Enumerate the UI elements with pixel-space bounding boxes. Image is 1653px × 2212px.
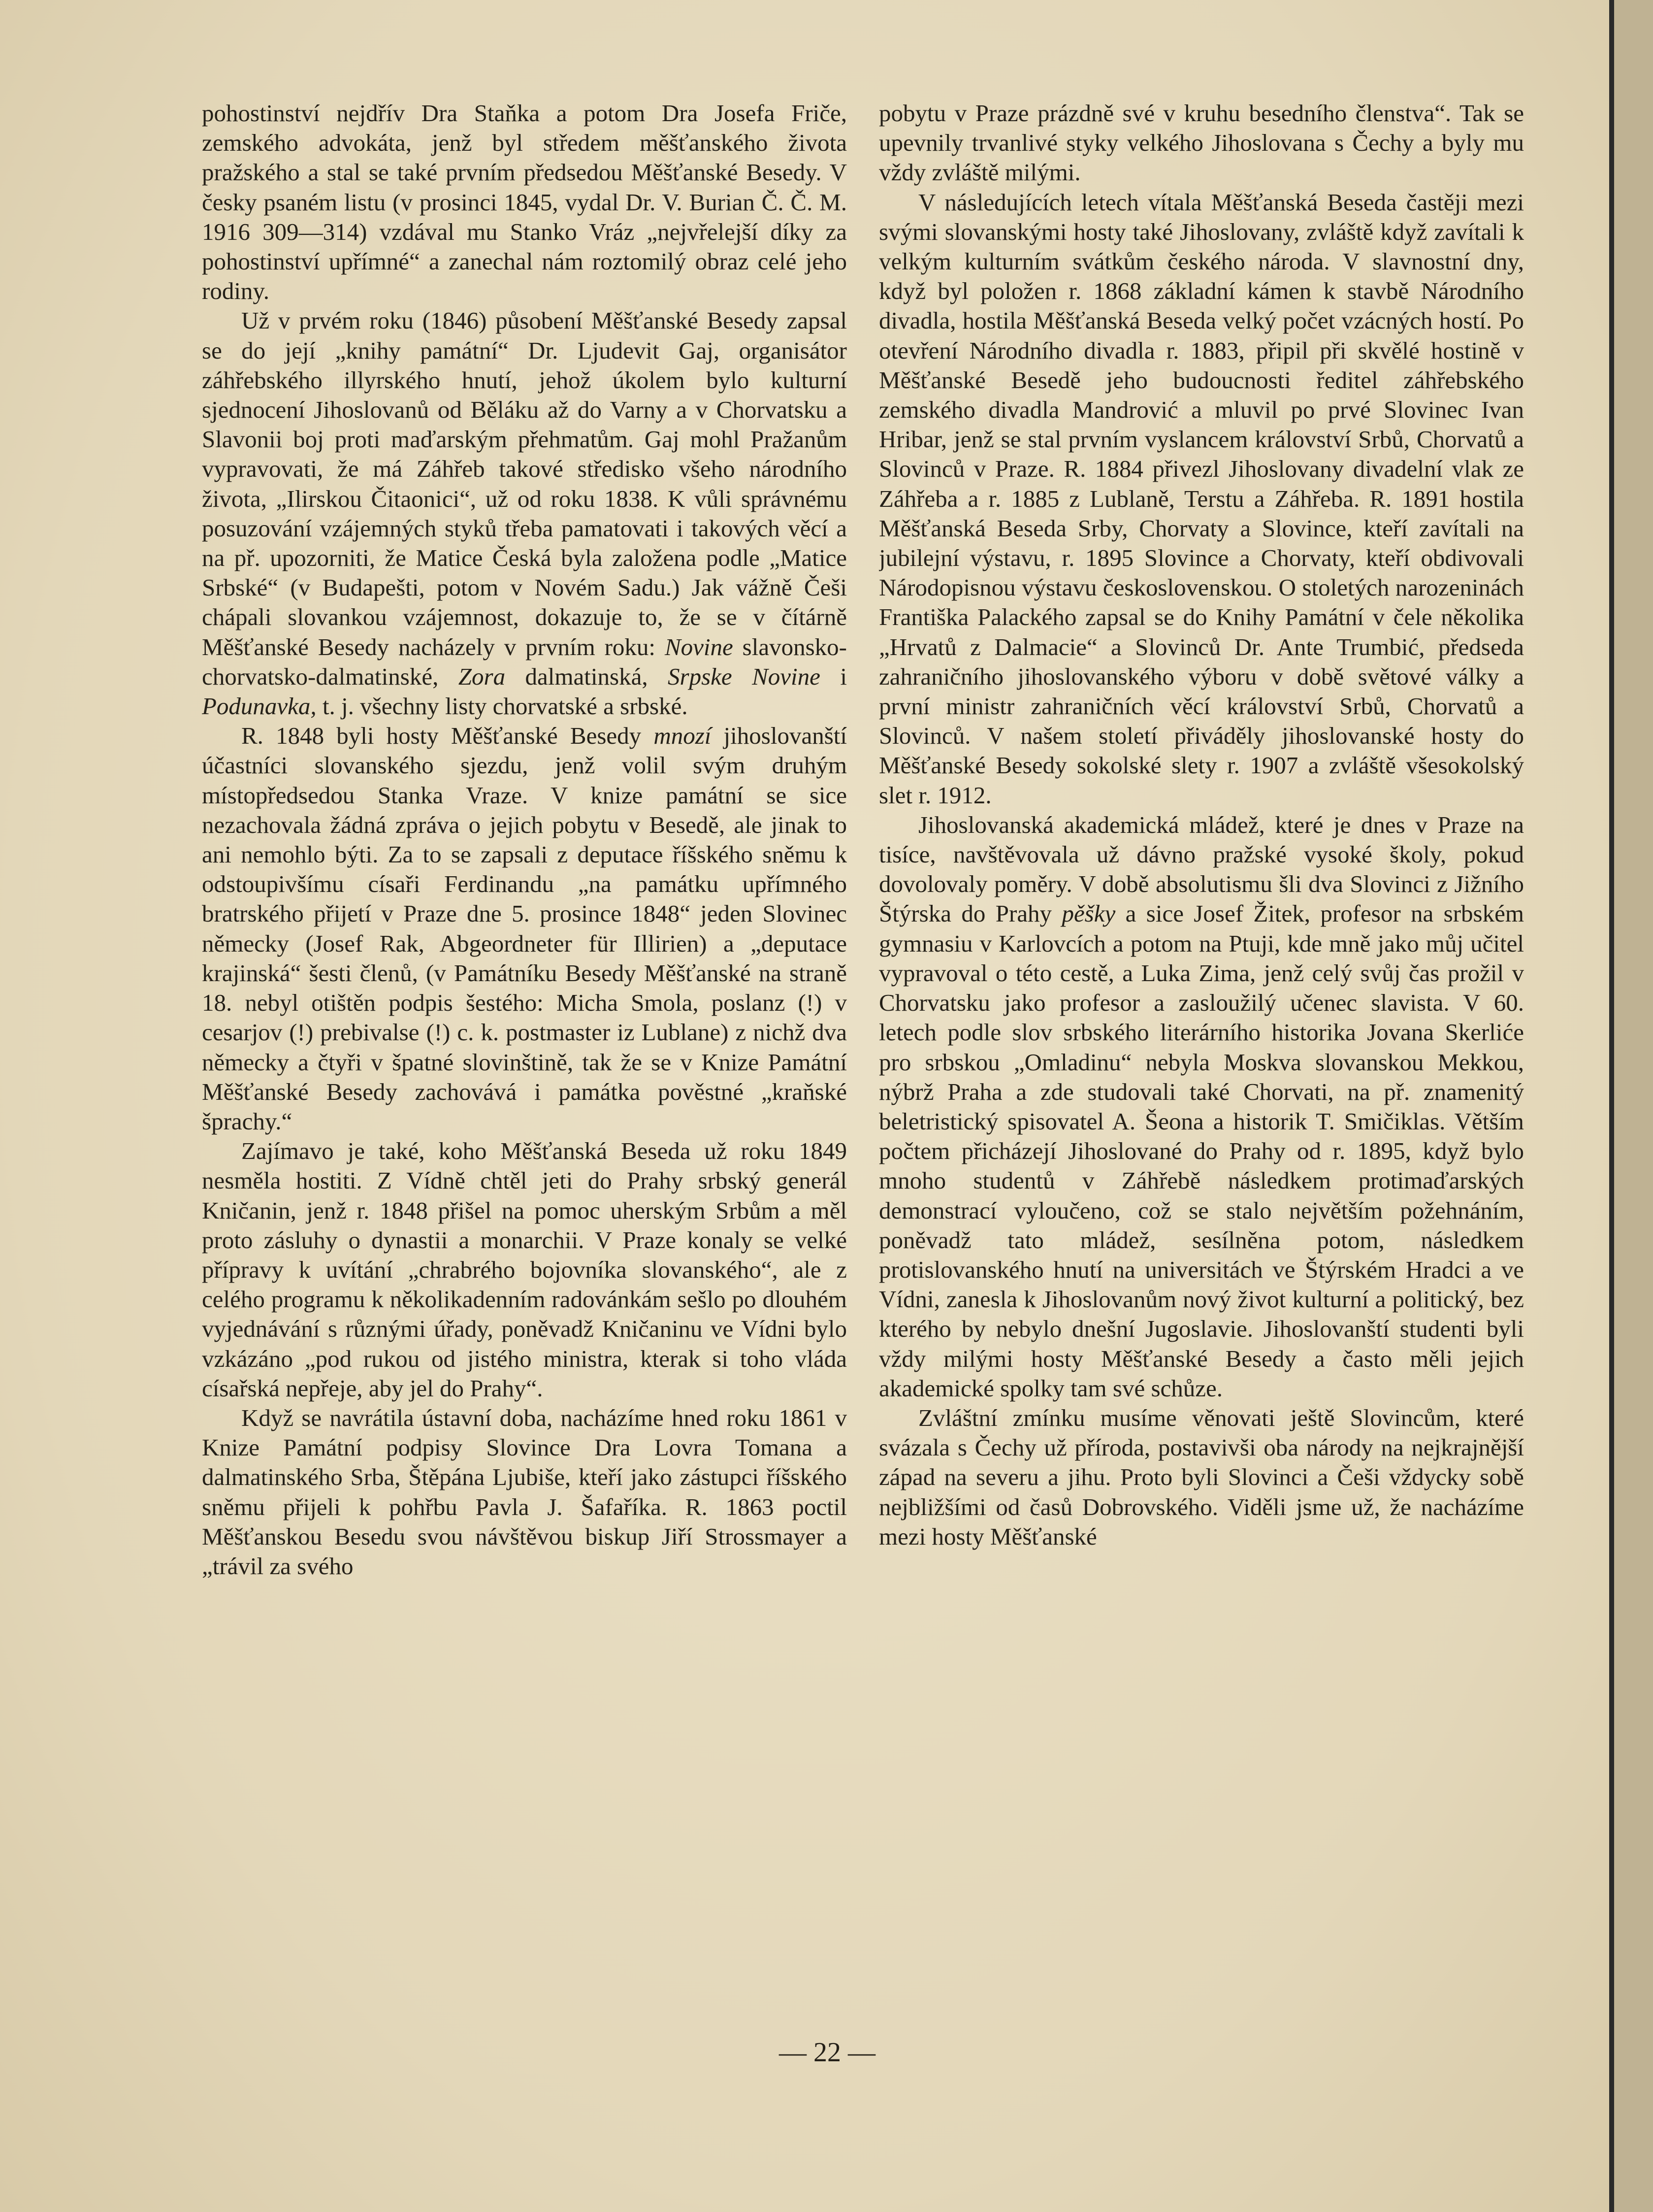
paragraph [879, 1403, 1524, 1552]
paragraph [202, 306, 847, 721]
text-run: Zajímavo je také, koho Měšťanská Beseda už roku 1849 nesměla hostiti. Z Vídně chtěl jeti do Prahy srbský generál Kničanin, jenž r. 1848 přišel na pomoc uherským Srbům a měl proto zásluhy o dynastii a monarchii. V Praze konaly se velké přípravy k uvítání „chrabrého bojovníka slovanského“, ale z celého programu k několikadenním radovánkám sešlo po dlouhém vyjednávání s různými úřady, poněvadž Kničaninu ve Vídni bylo vzkázáno „pod rukou od jistého ministra, kterak si toho vláda císařská nepřeje, aby jel do Prahy“. [202, 1137, 847, 1402]
italic-text: Srpske Novine [668, 662, 820, 690]
text-run: pohostinství nejdřív Dra Staňka a potom Dra Josefa Friče, zemského advokáta, jenž byl středem měšťanského života pražského a stal se také prvním předsedou Měšťanské Besedy. V česky psaném listu (v prosinci 1845, vydal Dr. V. Burian Č. Č. M. 1916 309—314) vzdával mu Stanko Vráz „nejvřelejší díky za pohostinství upřímné“ a zanechal nám roztomilý obraz celé jeho rodiny. [202, 99, 847, 305]
text-run: i [820, 662, 847, 690]
paragraph [202, 1136, 847, 1403]
paragraph [879, 810, 1524, 1403]
paragraph [879, 188, 1524, 810]
paragraph [202, 1403, 847, 1581]
left-text-column [202, 99, 847, 2064]
text-run: Když se navrátila ústavní doba, nacházíme hned roku 1861 v Knize Památní podpisy Slovince Dra Lovra Tomana a dalmatinského Srba, Štěpána Ljubiše, kteří jako zástupci říšského sněmu přijeli k pohřbu Pavla J. Šafaříka. R. 1863 poctil Měšťanskou Besedu svou návštěvou biskup Jiří Strossmayer a „trávil za svého [202, 1404, 847, 1580]
text-run: V následujících letech vítala Měšťanská Beseda častěji mezi svými slovanskými hosty také Jihoslovany, zvláště když zavítali k velkým kulturním svátkům českého národa. V slavnostní dny, když byl položen r. 1868 základní kámen k stavbě Národního divadla, hostila Měšťanská Beseda velký počet vzácných hostí. Po otevření Národního divadla r. 1883, připil při skvělé hostině v Měšťanské Besedě jeho budoucnosti ředitel záhřebského zemského divadla Mandrović a mluvil po prvé Slovinec Ivan Hribar, jenž se stal prvním vyslancem království Srbů, Chorvatů a Slovinců v Praze. R. 1884 přivezl Jihoslovany divadelní vlak ze Záhřeba a r. 1885 z Lublaně, Terstu a Záhřeba. R. 1891 hostila Měšťanská Beseda Srby, Chorvaty a Slovince, kteří zavítali na jubilejní výstavu, r. 1895 Slovince a Chorvaty, kteří obdivovali Národopisnou výstavu československou. O stoletých narozeninách Františka Palackého zapsal se do Knihy Památní v čele několika „Hrvatů z Dalmacie“ a Slovinců Dr. Ante Trumbić, předseda zahraničního jihoslovanského výboru v době světové války a první ministr zahraničních věcí království Srbů, Chorvatů a Slovinců. V našem století přiváděly jihoslovanské hosty do Měšťanské Besedy sokolské slety r. 1907 a zvláště všesokolský slet r. 1912. [879, 188, 1524, 809]
text-run: jihoslovanští účastníci slovanského sjezdu, jenž volil svým druhým místopředsedou Stanka Vraze. V knize památní se sice nezachovala žádná zpráva o jejich pobytu v Besedě, ale jinak to ani nemohlo býti. Za to se zapsali z deputace říšského sněmu k odstoupivšímu císaři Ferdinandu „na památku upřímného bratrského přijetí v Praze dne 5. prosince 1848“ jeden Slovinec německy (Josef Rak, Abgeordneter für Illirien) a „deputace krajinská“ šesti členů, (v Památníku Besedy Měšťanské na straně 18. nebyl otištěn podpis šestého: Micha Smola, poslanz (!) v cesarjov (!) prebivalse (!) c. k. postmaster iz Lublane) z nichž dva německy a čtyři v špatné slovinštině, tak že se v Knize Památní Měšťanské Besedy zachovává i památka pověstné „kraňské šprachy.“ [202, 722, 847, 1135]
paragraph [202, 99, 847, 306]
italic-text: pěšky [1062, 900, 1116, 927]
text-run: slavonsko-chorvatsko-dalmatinské, [202, 633, 847, 690]
page-number: — 22 — [779, 2037, 875, 2068]
italic-text: Novine [664, 633, 733, 660]
italic-text: Zora [458, 662, 506, 690]
adjacent-page-edge [1614, 0, 1653, 2212]
text-run: R. 1848 byli hosty Měšťanské Besedy [241, 722, 654, 750]
text-run: dalmatinská, [505, 662, 668, 690]
paragraph [879, 99, 1524, 188]
italic-text: Podunavka, [202, 693, 317, 720]
text-run: Zvláštní zmínku musíme věnovati ještě Slovincům, které svázala s Čechy už příroda, postavivši oba národy na nejkrajnější západ na severu a jihu. Proto byli Slovinci a Češi vždycky sobě nejbližšími od časů Dobrovského. Viděli jsme už, že nacházíme mezi hosty Měšťanské [879, 1404, 1524, 1550]
paragraph [202, 721, 847, 1136]
italic-text: mnozí [653, 722, 712, 750]
text-run: Už v prvém roku (1846) působení Měšťanské Besedy zapsal se do její „knihy památní“ Dr. Ljudevit Gaj, organisátor záhřebského illyrského hnutí, jehož úkolem bylo kulturní sjednocení Jihoslovanů od Běláku až do Varny a v Chorvatsku a Slavonii boj proti maďarským přehmatům. Gaj mohl Pražanům vypravovati, že má Záhřeb takové středisko všeho národního života, „Ilirskou Čitaonici“, už od roku 1838. K vůli správnému posuzování vzájemných styků třeba pamatovati i takových věcí a na př. upozorniti, že Matice Česká byla založena podle „Matice Srbské“ (v Budapešti, potom v Novém Sadu.) Jak vážně Češi chápali slovankou vzájemnost, dokazuje to, že se v čítárně Měšťanské Besedy nacházely v prvním roku: [202, 307, 847, 660]
text-run: a sice Josef Žitek, profesor na srbském gymnasiu v Karlovcích a potom na Ptuji, kde mně jako můj učitel vypravoval o této cestě, a Luka Zima, jenž celý svůj čas prožil v Chorvatsku jako profesor a zasloužilý učenec slavista. V 60. letech podle slov srbského literárního historika Jovana Skerliće pro srbskou „Omladinu“ nebyla Moskva slovanskou Mekkou, nýbrž Praha a zde studovali také Chorvati, na př. znamenitý beletristický spisovatel A. Šeona a historik T. Smičiklas. Větším počtem přicházejí Jihoslované do Prahy od r. 1895, když bylo mnoho studentů v Záhřebě následkem protimaďarských demonstrací vyloučeno, což se stalo největším požehnáním, poněvadž tato mládež, sesílněna potom, následkem protislovanského hnutí na universitách ve Štýrském Hradci a ve Vídni, zanesla k Jihoslovanům nový život kulturní a politický, bez kterého by nebylo dnešní Jugoslavie. Jihoslovanští studenti byli vždy milými hosty Měšťanské Besedy a často měli jejich akademické spolky tam své schůze. [879, 900, 1524, 1402]
right-text-column [879, 99, 1524, 2064]
text-run: t. j. všechny listy chorvatské a srbské. [316, 693, 688, 720]
text-run: pobytu v Praze prázdně své v kruhu besedního členstva“. Tak se upevnily trvanlivé styky velkého Jihoslovana s Čechy a byly mu vždy zvláště milými. [879, 99, 1524, 186]
text-run: Jihoslovanská akademická mládež, které je dnes v Praze na tisíce, navštěvovala už dávno pražské vysoké školy, pokud dovolovaly poměry. V době absolutismu šli dva Slovinci z Jižního Štýrska do Prahy [879, 811, 1524, 927]
